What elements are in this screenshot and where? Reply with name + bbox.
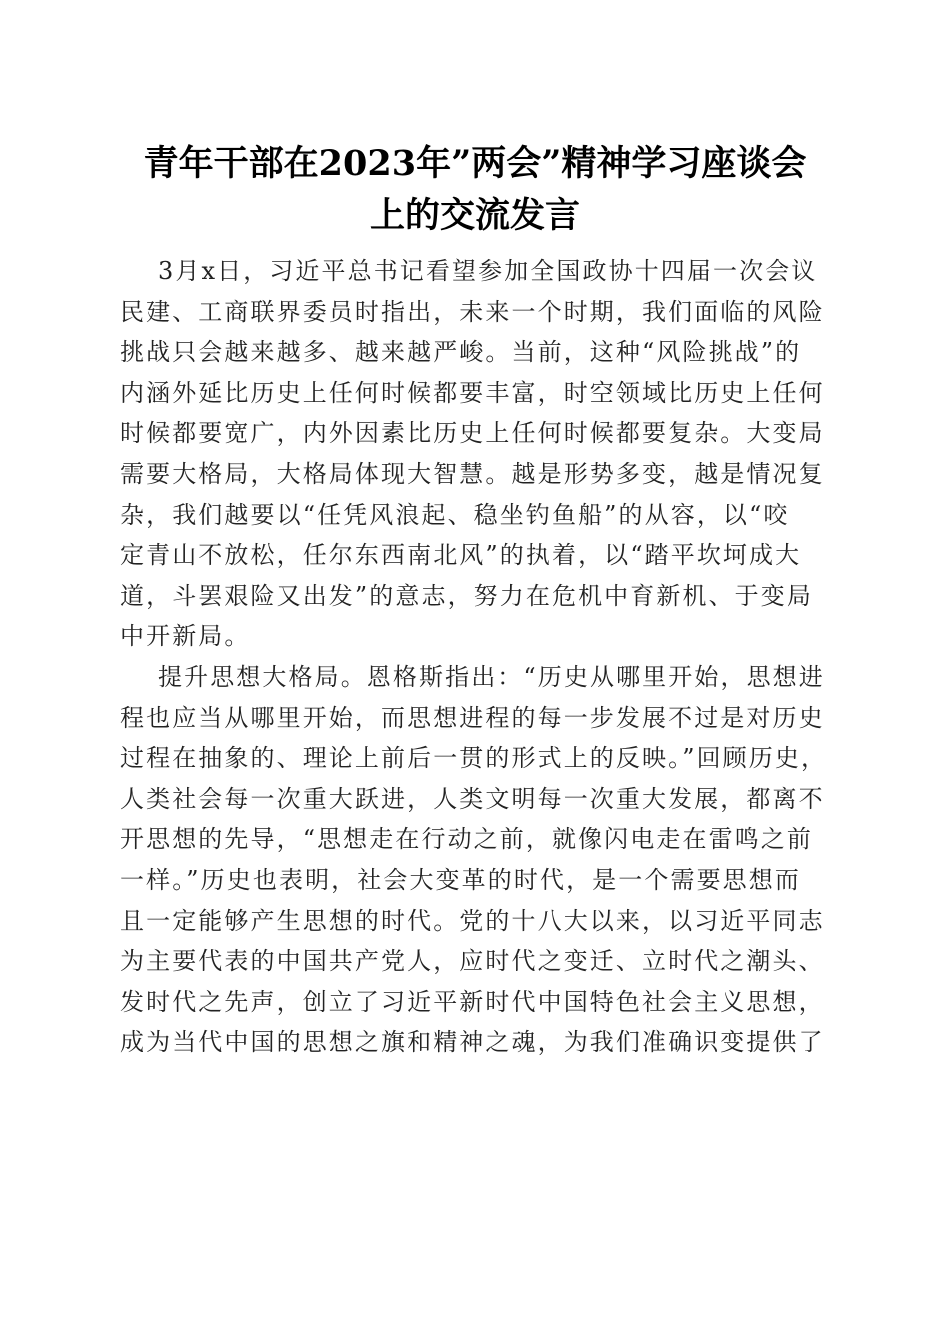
- document-body: [120, 251, 840, 1063]
- paragraph-1-line: 需要大格局，大格局体现大智慧。越是形势多变，越是情况复: [120, 459, 825, 488]
- paragraph-1-line: 道，斗罢艰险又出发”的意志，努力在危机中育新机、于变局: [120, 581, 813, 610]
- paragraph-1-line: 挑战只会越来越多、越来越严峻。当前，这种“风险挑战”的: [120, 338, 802, 367]
- paragraph-1-line: 3月x日，习近平总书记看望参加全国政协十四届一次会议: [158, 257, 818, 285]
- paragraph-2-line: 为主要代表的中国共产党人，应时代之变迁、立时代之潮头、: [120, 947, 825, 976]
- paragraph-2-line: 程也应当从哪里开始，而思想进程的每一步发展不过是对历史: [120, 703, 825, 732]
- paragraph-2-line: 且一定能够产生思想的时代。党的十八大以来，以习近平同志: [120, 906, 825, 935]
- paragraph-1-line: 时候都要宽广，内外因素比历史上任何时候都要复杂。大变局: [120, 419, 825, 448]
- paragraph-2-line: 提升思想大格局。恩格斯指出：“历史从哪里开始，思想进: [158, 662, 825, 691]
- paragraph-2-line: 过程在抽象的、理论上前后一贯的形式上的反映。”回顾历史，: [120, 744, 828, 773]
- paragraph-1-line: 中开新局。: [120, 622, 251, 651]
- paragraph-2-line: 一样。”历史也表明，社会大变革的时代，是一个需要思想而: [120, 865, 801, 894]
- paragraph-2-line: 开思想的先导，“思想走在行动之前，就像闪电走在雷鸣之前: [120, 825, 813, 854]
- title-line-2: 上的交流发言: [369, 195, 580, 236]
- paragraph-2-line: 人类社会每一次重大跃进，人类文明每一次重大发展，都离不: [120, 784, 825, 813]
- paragraph-2-line: 成为当代中国的思想之旗和精神之魂，为我们准确识变提供了: [120, 1028, 825, 1057]
- document-title: [100, 138, 850, 242]
- paragraph-1-line: 民建、工商联界委员时指出，未来一个时期，我们面临的风险: [120, 297, 825, 326]
- paragraph-2-line: 发时代之先声，创立了习近平新时代中国特色社会主义思想，: [120, 987, 825, 1016]
- title-line-1: 青年干部在2023年”两会”精神学习座谈会: [143, 143, 807, 184]
- paragraph-1-line: 杂，我们越要以“任凭风浪起、稳坐钓鱼船”的从容，以“咬: [120, 500, 790, 529]
- paragraph-1-line: 定青山不放松，任尔东西南北风”的执着，以“踏平坎坷成大: [120, 541, 802, 570]
- paragraph-1-line: 内涵外延比历史上任何时候都要丰富，时空领域比历史上任何: [120, 378, 825, 407]
